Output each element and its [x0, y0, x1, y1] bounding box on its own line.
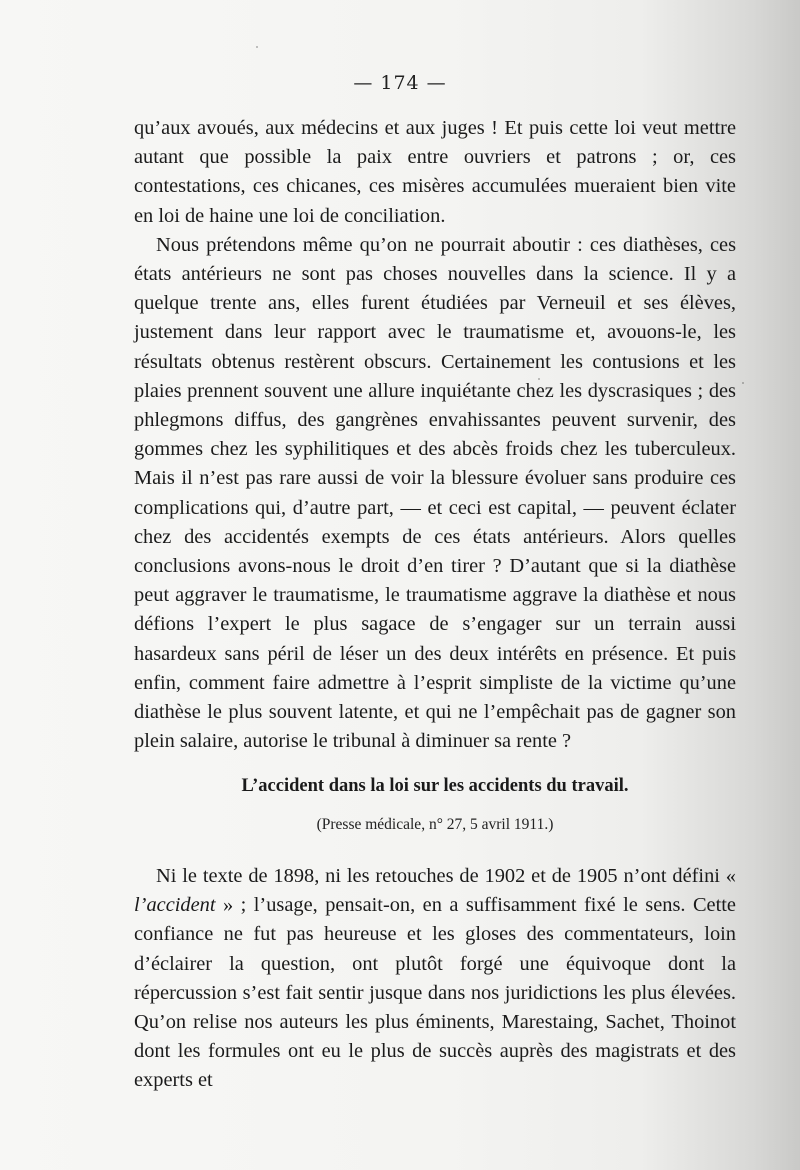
scan-speck — [742, 382, 744, 384]
scan-speck — [538, 378, 540, 380]
paragraph-continuation: qu’aux avoués, aux médecins et aux juges ! Et puis cette loi veut mettre autant que possible la paix entre ouvriers et patrons ; or, ces contestations, ces chicanes, ces misères accumulées mueraient bien vite en loi de haine une loi de conciliation. — [134, 117, 736, 227]
source-citation: (Presse médicale, n° 27, 5 avril 1911.) — [316, 816, 554, 833]
paragraph-text-start: Ni le texte de 1898, ni les retouches de 1902 et de 1905 n’ont défini « — [156, 865, 736, 887]
text-block-top — [134, 114, 736, 756]
scan-speck — [256, 46, 258, 48]
paragraph-diatheses: Nous prétendons même qu’on ne pourrait aboutir : ces diathèses, ces états antérieurs ne sont pas choses nouvelles dans la science. Il y a quelque trente ans, elles furent étudiées par Verneuil et ses élèves, justement dans leur rapport avec le traumatisme et, avouons-le, les résultats obtenus restèrent obscurs. Certainement les contusions et les plaies prennent souvent une allure inquiétante chez les dyscrasiques ; des phlegmons diffus, des gangrènes envahissantes peuvent survenir, des gommes chez les syphilitiques et des abcès froids chez les tuberculeux. Mais il n’est pas rare aussi de voir la blessure évoluer sans produire ces complications qui, d’autre part, — et ceci est capital, — peuvent éclater chez des accidentés exempts de ces états antérieurs. Alors quelles conclusions avons-nous le droit d’en tirer ? D’autant que si la diathèse peut aggraver le traumatisme, le traumatisme aggrave la diathèse et nous défions l’expert le plus sagace de s’engager sur un terrain aussi hasardeux sans péril de léser un des deux intérêts en présence. Et puis enfin, comment faire admettre à l’esprit simpliste de la victime qu’une diathèse le plus souvent latente, et qui ne l’empêchait pas de gagner son plein salaire, autorise le tribunal à diminuer sa rente ? — [134, 233, 736, 753]
section-heading: L’accident dans la loi sur les accidents du travail. — [241, 776, 629, 796]
italic-term: l’accident — [134, 894, 216, 917]
page-number: — 174 — — [353, 72, 447, 94]
paragraph-accident-definition — [134, 862, 736, 1096]
text-block-bottom — [134, 862, 736, 1096]
paragraph-text-rest: » ; l’usage, pensait-on, en a suffisamment fixé le sens. Cette confiance ne fut pas heureuse et les gloses des commentateurs, loin d’éclairer la question, ont plutôt forgé une équivoque dont la répercussion s’est fait sentir jusque dans nos juridictions les plus élevées. Qu’on relise nos auteurs les plus éminents, Marestaing, Sachet, Thoinot dont les formules ont eu le plus de succès auprès des magistrats et des experts et — [134, 894, 736, 1092]
